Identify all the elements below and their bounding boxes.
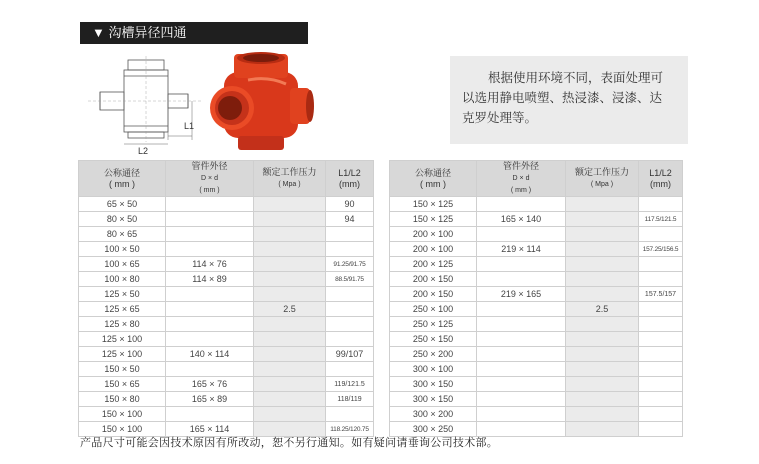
pressure-cell xyxy=(254,407,326,422)
pressure-cell xyxy=(566,242,639,257)
od-cell: 140 × 114 xyxy=(166,347,254,362)
gap-cell xyxy=(374,242,390,257)
l-cell xyxy=(639,362,683,377)
pressure-cell xyxy=(254,287,326,302)
pressure-cell xyxy=(566,197,639,212)
od-cell xyxy=(477,392,566,407)
l-cell xyxy=(326,242,374,257)
od-cell xyxy=(477,302,566,317)
table-row xyxy=(79,257,683,272)
section-title: ▼ 沟槽异径四通 xyxy=(80,22,308,44)
pressure-cell xyxy=(254,332,326,347)
od-cell xyxy=(477,197,566,212)
od-cell xyxy=(166,362,254,377)
l-cell xyxy=(639,257,683,272)
table-row xyxy=(79,347,683,362)
table-row xyxy=(79,407,683,422)
pressure-cell xyxy=(254,272,326,287)
dn-cell: 150 × 125 xyxy=(390,197,477,212)
dn-cell: 150 × 100 xyxy=(79,407,166,422)
od-cell xyxy=(166,407,254,422)
pressure-cell xyxy=(566,377,639,392)
od-cell xyxy=(477,272,566,287)
pressure-cell xyxy=(566,407,639,422)
dn-cell: 80 × 65 xyxy=(79,227,166,242)
dn-cell: 125 × 65 xyxy=(79,302,166,317)
gap-cell xyxy=(374,377,390,392)
l-cell xyxy=(326,302,374,317)
dn-cell: 200 × 150 xyxy=(390,287,477,302)
pressure-cell xyxy=(254,347,326,362)
l-cell xyxy=(639,392,683,407)
dn-cell: 125 × 50 xyxy=(79,287,166,302)
header-pressure: 额定工作压力 ( Mpa ) xyxy=(254,161,326,197)
pressure-cell xyxy=(254,317,326,332)
header-dn: 公称通径 ( mm ) xyxy=(79,161,166,197)
gap-cell xyxy=(374,317,390,332)
l-cell: 91.25/91.75 xyxy=(326,257,374,272)
l-cell xyxy=(639,377,683,392)
gap-cell xyxy=(374,272,390,287)
spec-table xyxy=(78,160,683,437)
l-cell xyxy=(639,422,683,437)
dn-cell: 300 × 150 xyxy=(390,377,477,392)
dn-cell: 250 × 125 xyxy=(390,317,477,332)
od-cell xyxy=(477,317,566,332)
dn-cell: 200 × 150 xyxy=(390,272,477,287)
gap-cell xyxy=(374,407,390,422)
l-cell xyxy=(326,287,374,302)
od-cell xyxy=(166,197,254,212)
pressure-cell xyxy=(254,242,326,257)
gap-cell xyxy=(374,392,390,407)
pressure-cell xyxy=(566,212,639,227)
table-row xyxy=(79,197,683,212)
od-cell: 165 × 76 xyxy=(166,377,254,392)
header-od: 管件外径 D × d ( mm ) xyxy=(477,161,566,197)
l-cell xyxy=(326,362,374,377)
pressure-cell xyxy=(254,362,326,377)
gap-cell xyxy=(374,362,390,377)
od-cell xyxy=(166,227,254,242)
l-cell: 94 xyxy=(326,212,374,227)
gap-cell xyxy=(374,287,390,302)
table-row xyxy=(79,377,683,392)
pressure-cell xyxy=(254,377,326,392)
header-l: L1/L2 (mm) xyxy=(326,161,374,197)
footer-disclaimer: 产品尺寸可能会因技术原因有所改动，恕不另行通知。如有疑问请垂询公司技术部。 xyxy=(80,437,499,449)
table-row xyxy=(79,317,683,332)
dn-cell: 300 × 250 xyxy=(390,422,477,437)
l-cell xyxy=(639,272,683,287)
table-row xyxy=(79,212,683,227)
pressure-cell xyxy=(566,347,639,362)
l-cell: 99/107 xyxy=(326,347,374,362)
l-cell xyxy=(639,332,683,347)
gap-cell xyxy=(374,197,390,212)
l1-label: L1 xyxy=(184,121,195,131)
od-cell xyxy=(477,377,566,392)
dn-cell: 300 × 150 xyxy=(390,392,477,407)
pressure-cell: 2.5 xyxy=(254,302,326,317)
pressure-cell xyxy=(566,227,639,242)
dn-cell: 150 × 80 xyxy=(79,392,166,407)
l-cell xyxy=(639,347,683,362)
l-cell xyxy=(326,317,374,332)
header-dn: 公称通径 ( mm ) xyxy=(390,161,477,197)
l-cell xyxy=(326,332,374,347)
l-cell xyxy=(639,197,683,212)
od-cell xyxy=(477,347,566,362)
dn-cell: 250 × 150 xyxy=(390,332,477,347)
header-od: 管件外径 D × d ( mm ) xyxy=(166,161,254,197)
l-cell: 118/119 xyxy=(326,392,374,407)
pressure-cell xyxy=(566,362,639,377)
l-cell: 118.25/120.75 xyxy=(326,422,374,437)
od-cell: 219 × 165 xyxy=(477,287,566,302)
od-cell xyxy=(166,287,254,302)
l-cell xyxy=(639,227,683,242)
dn-cell: 300 × 100 xyxy=(390,362,477,377)
header-l: L1/L2 (mm) xyxy=(639,161,683,197)
l-cell xyxy=(639,317,683,332)
dn-cell: 100 × 65 xyxy=(79,257,166,272)
gap-cell xyxy=(374,302,390,317)
dn-cell: 100 × 80 xyxy=(79,272,166,287)
od-cell: 165 × 114 xyxy=(166,422,254,437)
l-cell xyxy=(326,227,374,242)
dn-cell: 200 × 100 xyxy=(390,242,477,257)
gap-cell xyxy=(374,332,390,347)
l-cell: 157.25/156.5 xyxy=(639,242,683,257)
gap-cell xyxy=(374,212,390,227)
gap-cell xyxy=(374,347,390,362)
gap-cell xyxy=(374,257,390,272)
pressure-cell xyxy=(566,332,639,347)
note-line: 根据使用环境不同，表面处理可 xyxy=(488,71,664,85)
dn-cell: 125 × 100 xyxy=(79,347,166,362)
table-row xyxy=(79,362,683,377)
dn-cell: 150 × 50 xyxy=(79,362,166,377)
dn-cell: 80 × 50 xyxy=(79,212,166,227)
table-row xyxy=(79,242,683,257)
dn-cell: 250 × 200 xyxy=(390,347,477,362)
dn-cell: 65 × 50 xyxy=(79,197,166,212)
od-cell: 165 × 140 xyxy=(477,212,566,227)
od-cell: 114 × 89 xyxy=(166,272,254,287)
table-row xyxy=(79,227,683,242)
od-cell: 165 × 89 xyxy=(166,392,254,407)
note-line: 以选用静电喷塑、热浸漆、浸漆、达 xyxy=(462,91,663,105)
pressure-cell xyxy=(566,272,639,287)
dn-cell: 125 × 80 xyxy=(79,317,166,332)
dn-cell: 250 × 100 xyxy=(390,302,477,317)
pressure-cell xyxy=(566,422,639,437)
l-cell: 90 xyxy=(326,197,374,212)
l-cell: 117.5/121.5 xyxy=(639,212,683,227)
od-cell xyxy=(477,332,566,347)
pressure-cell xyxy=(566,287,639,302)
fitting-drawing xyxy=(86,56,206,158)
note-line: 克罗处理等。 xyxy=(462,111,538,125)
l-cell: 157.5/157 xyxy=(639,287,683,302)
pressure-cell xyxy=(566,257,639,272)
l-cell: 119/121.5 xyxy=(326,377,374,392)
gap-cell xyxy=(374,227,390,242)
pressure-cell xyxy=(566,317,639,332)
pressure-cell: 2.5 xyxy=(566,302,639,317)
od-cell xyxy=(166,212,254,227)
dn-cell: 200 × 125 xyxy=(390,257,477,272)
od-cell xyxy=(477,257,566,272)
dn-cell: 150 × 125 xyxy=(390,212,477,227)
od-cell xyxy=(166,317,254,332)
od-cell xyxy=(166,242,254,257)
table-row xyxy=(79,332,683,347)
od-cell xyxy=(477,362,566,377)
pressure-cell xyxy=(254,392,326,407)
od-cell xyxy=(477,227,566,242)
l2-label: L2 xyxy=(138,146,149,156)
l-cell xyxy=(326,407,374,422)
pressure-cell xyxy=(254,257,326,272)
fitting-photo xyxy=(208,50,314,154)
table-row xyxy=(79,272,683,287)
dn-cell: 150 × 65 xyxy=(79,377,166,392)
l-cell xyxy=(639,302,683,317)
pressure-cell xyxy=(254,227,326,242)
dn-cell: 300 × 200 xyxy=(390,407,477,422)
l-cell xyxy=(639,407,683,422)
pressure-cell xyxy=(254,212,326,227)
l-cell: 88.5/91.75 xyxy=(326,272,374,287)
pressure-cell xyxy=(254,197,326,212)
table-row xyxy=(79,392,683,407)
dn-cell: 125 × 100 xyxy=(79,332,166,347)
od-cell: 114 × 76 xyxy=(166,257,254,272)
table-row xyxy=(79,287,683,302)
od-cell xyxy=(477,407,566,422)
od-cell xyxy=(166,302,254,317)
pressure-cell xyxy=(566,392,639,407)
od-cell: 219 × 114 xyxy=(477,242,566,257)
dn-cell: 200 × 100 xyxy=(390,227,477,242)
surface-treatment-note xyxy=(450,56,688,144)
table-row xyxy=(79,302,683,317)
header-pressure: 额定工作压力 ( Mpa ) xyxy=(566,161,639,197)
dn-cell: 100 × 50 xyxy=(79,242,166,257)
dn-cell: 150 × 100 xyxy=(79,422,166,437)
od-cell xyxy=(166,332,254,347)
